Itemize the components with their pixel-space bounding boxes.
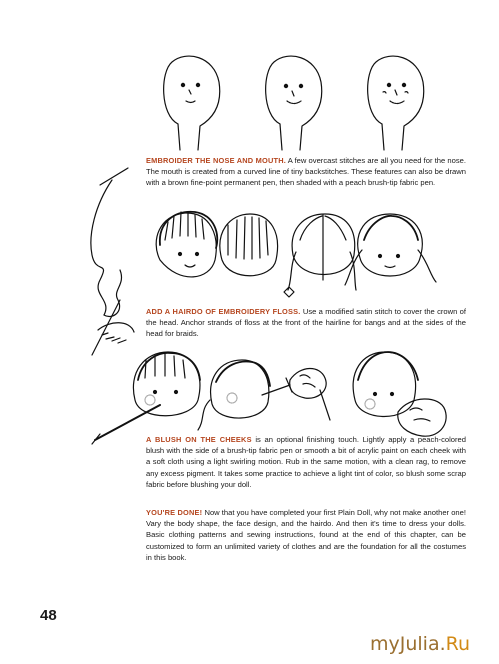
- watermark-main: myJulia.: [370, 633, 446, 655]
- section-done: [146, 507, 466, 563]
- section-heading: A BLUSH ON THE CHEEKS: [146, 435, 252, 444]
- section-body: Use a modified satin stitch to cover the crown of the head. Anchor strands of floss at the front of the hairline for bangs and at the sides of the head for braids.: [146, 307, 466, 339]
- watermark: [370, 633, 470, 655]
- section-body: is an optional finishing touch. Lightly apply a peach-colored blush with the side of a brush-tip fabric pen or smooth a bit of acrylic paint on each cheek with a soft cloth using a light swirling motion. Rub in the same motion, with a clean rag, to remove any excess pigment. It takes some practice to achieve a light tint of color, so blush some scrap fabric before blushing your doll.: [146, 435, 466, 489]
- section-heading: EMBROIDER THE NOSE AND MOUTH.: [146, 156, 287, 165]
- section-heading: ADD A HAIRDO OF EMBROIDERY FLOSS.: [146, 307, 301, 316]
- section-body: Now that you have completed your first Plain Doll, why not make another one! Vary the body shape, the face design, and the hairdo. And then it's time to dress your dolls. Basic clothing patterns and sewing instructions, found at the end of this chapter, can be customized to form an unlimited variety of clothes and are the foundation for all the costumes in this book.: [146, 508, 466, 562]
- section-body: A few overcast stitches are all you need for the nose. The mouth is created from a curved line of tiny backstitches. These features can also be drawn with a brown fine-point permanent pen, then shaded with a peach brush-tip fabric pen.: [146, 156, 466, 188]
- section-hairdo: [146, 306, 466, 340]
- section-embroider: [146, 155, 466, 189]
- section-blush: [146, 434, 466, 490]
- section-heading: YOU'RE DONE!: [146, 508, 203, 517]
- watermark-suffix: Ru: [445, 633, 471, 655]
- page-number: 48: [40, 607, 57, 624]
